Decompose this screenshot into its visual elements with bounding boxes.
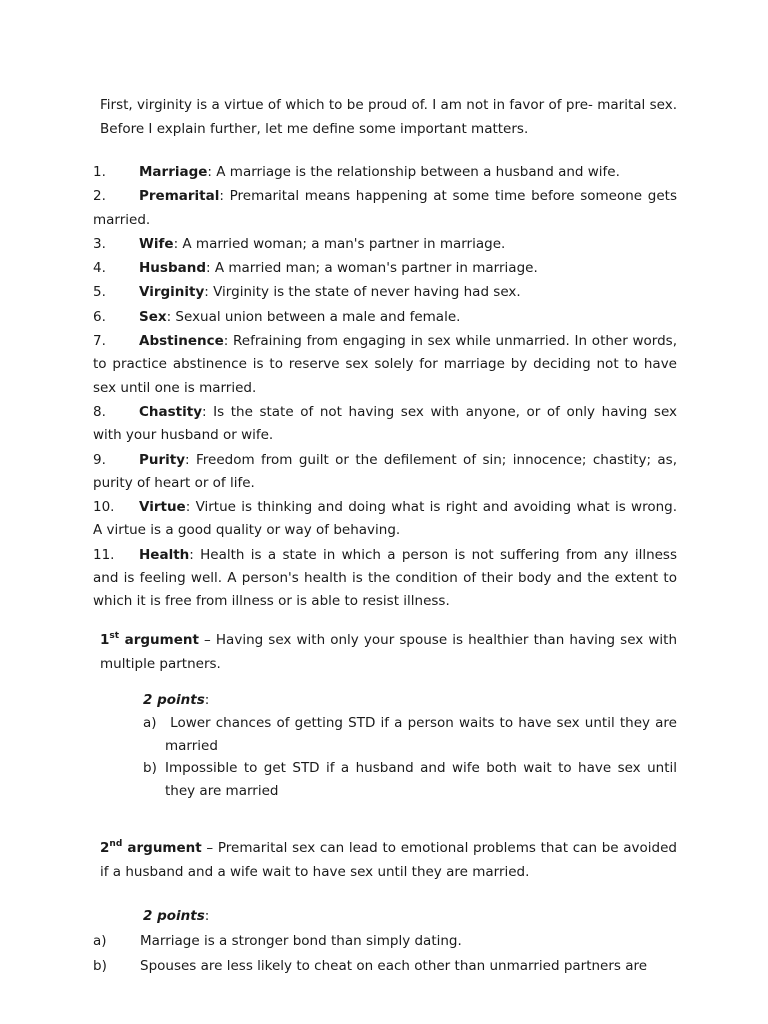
definition-item	[93, 161, 677, 184]
point-letter: a)	[93, 933, 107, 949]
points-label: 2 points	[143, 692, 205, 708]
argument-1-points	[143, 712, 677, 802]
definition-item	[93, 449, 677, 496]
point-item	[143, 712, 677, 757]
term: Marriage	[139, 164, 208, 180]
definition-item	[93, 233, 677, 256]
definition-text: : A marriage is the relationship between a husband and wife.	[207, 164, 620, 180]
definition-text: : A married man; a woman's partner in marriage.	[206, 260, 538, 277]
definition-item	[93, 306, 677, 329]
point-item	[143, 757, 677, 802]
points-heading	[143, 689, 209, 712]
argument-ordinal: 2	[100, 840, 110, 856]
argument-ordinal: 1	[100, 632, 110, 648]
point-text: Lower chances of getting STD if a person waits to have sex until they are married	[165, 715, 677, 754]
definition-text: : Freedom from guilt or the defilement of sin; innocence; chastity; as, purity of heart or of life.	[93, 451, 677, 491]
definitions-list	[93, 161, 677, 615]
definition-text: : Sexual union between a male and female.	[166, 308, 461, 325]
term: Virtue	[139, 499, 186, 516]
argument-1-paragraph	[100, 629, 677, 676]
argument-2-paragraph	[100, 837, 677, 884]
definition-text: : Is the state of not having sex with anyone, or of only having sex with your husband or wife.	[93, 403, 677, 444]
argument-label: argument	[119, 632, 199, 648]
definition-item	[93, 544, 677, 614]
term: Husband	[139, 260, 206, 277]
item-number: 3.	[93, 235, 106, 252]
points-colon: :	[204, 692, 210, 708]
point-text: Marriage is a stronger bond than simply dating.	[140, 933, 462, 949]
argument-text: – Premarital sex can lead to emotional problems that can be avoided if a husband and a wife wait to have sex until they are married.	[100, 840, 678, 880]
term: Premarital	[139, 188, 220, 205]
points-heading	[143, 905, 209, 928]
item-number: 7.	[93, 333, 106, 350]
item-number: 5.	[93, 284, 106, 301]
definition-item	[93, 257, 677, 280]
definition-text: : Virginity is the state of never having had sex.	[204, 284, 521, 301]
term: Abstinence	[139, 333, 224, 350]
argument-label: argument	[122, 840, 202, 856]
item-number: 8.	[93, 403, 106, 420]
item-number: 6.	[93, 308, 106, 325]
definition-item	[93, 401, 677, 448]
term: Virginity	[139, 284, 205, 301]
item-number: 9.	[93, 451, 106, 468]
ordinal-suffix: nd	[109, 839, 123, 849]
definition-item	[93, 330, 677, 400]
point-letter: b)	[143, 760, 157, 776]
term: Sex	[139, 308, 167, 325]
item-number: 10.	[93, 499, 115, 516]
point-letter: a)	[143, 715, 157, 731]
item-number: 11.	[93, 546, 115, 563]
item-number: 2.	[93, 188, 106, 205]
item-number: 1.	[93, 164, 106, 180]
definition-text: : A married woman; a man's partner in marriage.	[173, 235, 506, 252]
item-number: 4.	[93, 260, 106, 277]
point-letter: b)	[93, 958, 107, 974]
ordinal-suffix: st	[109, 631, 120, 641]
definition-item	[93, 281, 677, 304]
point-item	[93, 929, 677, 953]
definition-text: : Refraining from engaging in sex while unmarried. In other words, to practice abstinence is to reserve sex solely for marriage by deciding not to have sex until one is married.	[93, 333, 677, 396]
argument-heading	[100, 840, 202, 856]
argument-2-points	[93, 929, 677, 979]
point-text: Impossible to get STD if a husband and wife both wait to have sex until they are married	[165, 760, 677, 799]
definition-text: : Virtue is thinking and doing what is right and avoiding what is wrong. A virtue is a good quality or way of behaving.	[93, 499, 677, 539]
intro-paragraph: First, virginity is a virtue of which to be proud of. I am not in favor of pre- marital sex. Before I explain further, let me define some important matters.	[100, 97, 677, 137]
argument-heading	[100, 632, 199, 648]
argument-text: – Having sex with only your spouse is healthier than having sex with multiple partners.	[100, 632, 678, 672]
definition-text: : Health is a state in which a person is not suffering from any illness and is feeling well. A person's health is the condition of their body and the extent to which it is free from illness or is able to resist illness.	[93, 546, 677, 610]
term: Chastity	[139, 403, 202, 420]
definition-text: : Premarital means happening at some time before someone gets married.	[93, 188, 677, 228]
term: Purity	[139, 451, 186, 468]
definition-item	[93, 185, 677, 232]
term: Health	[139, 546, 190, 563]
point-text: Spouses are less likely to cheat on each other than unmarried partners are	[140, 958, 648, 974]
points-colon: :	[204, 908, 210, 924]
point-item	[93, 954, 677, 978]
term: Wife	[139, 235, 174, 252]
points-label: 2 points	[143, 908, 205, 924]
definition-item	[93, 496, 677, 543]
